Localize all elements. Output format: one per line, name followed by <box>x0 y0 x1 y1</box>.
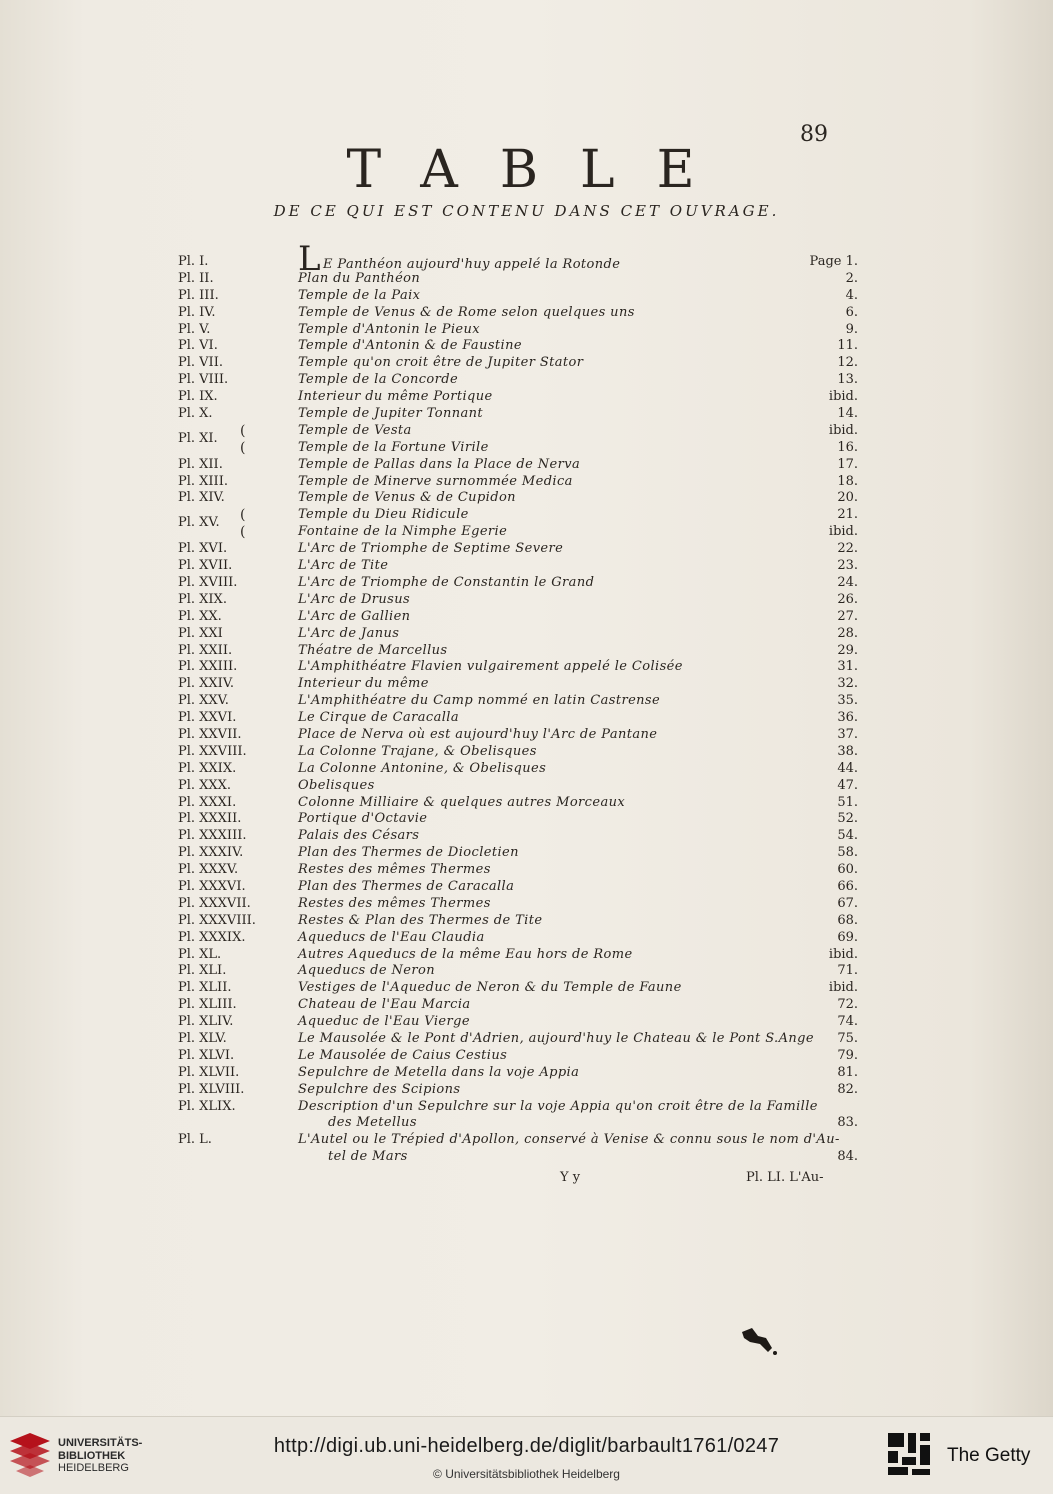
drop-cap: L <box>298 239 321 279</box>
plate-number: Pl. XLIV. <box>178 1014 234 1030</box>
entry-title: Théatre de Marcellus <box>298 642 448 658</box>
toc-row <box>178 828 858 845</box>
plate-number: Pl. XXVII. <box>178 726 242 742</box>
toc-row <box>178 271 858 288</box>
toc-row <box>178 406 858 423</box>
toc-row <box>178 322 858 339</box>
page-ref: 66. <box>837 878 858 894</box>
page-ref: 84. <box>837 1149 858 1165</box>
toc-row <box>178 930 858 947</box>
toc-row <box>178 338 858 355</box>
getty-name: The Getty <box>947 1445 1031 1466</box>
plate-number: Pl. VIII. <box>178 372 229 388</box>
toc-row <box>178 1065 858 1082</box>
page-ref: 52. <box>837 811 858 827</box>
toc-row <box>178 1132 858 1166</box>
entry-title: Plan des Thermes de Caracalla <box>298 878 515 894</box>
entry-text: E Panthéon aujourd'huy appelé la Rotonde <box>322 257 621 272</box>
entry-title: La Colonne Trajane, & Obelisques <box>298 743 537 759</box>
plate-number: Pl. XLI. <box>178 963 227 979</box>
page-ref: 17. <box>837 456 858 472</box>
plate-number: Pl. XIV. <box>178 490 225 506</box>
toc-row <box>178 778 858 795</box>
university-name-line: UNIVERSITÄTS- <box>58 1437 143 1449</box>
plate-number: Pl. XVIII. <box>178 574 238 590</box>
entry-title: Interieur du même Portique <box>298 389 493 405</box>
entry-title: Le Mausolée de Caius Cestius <box>298 1047 508 1063</box>
toc-row <box>178 963 858 980</box>
toc-row <box>178 896 858 913</box>
plate-number: Pl. XVII. <box>178 558 233 574</box>
entry-title: L'Arc de Tite <box>298 558 389 574</box>
entry-title: Temple de Minerve surnommée Medica <box>298 473 573 489</box>
toc-row <box>178 592 858 609</box>
page-ref: 2. <box>845 270 858 286</box>
entry-title: Description d'un Sepulchre sur la voje Appia qu'on croit être de la Famille <box>298 1098 818 1114</box>
entry-title: L'Amphithéatre Flavien vulgairement appelé le Colisée <box>298 659 683 675</box>
brace-mark: ( ( <box>240 422 246 456</box>
toc-row <box>178 1031 858 1048</box>
page-ref: 11. <box>837 338 858 354</box>
permalink-url[interactable]: http://digi.ub.uni-heidelberg.de/diglit/barbault1761/0247 <box>273 1435 780 1457</box>
plate-number: Pl. XLVI. <box>178 1047 235 1063</box>
entry-title: Palais des Césars <box>298 828 420 844</box>
page-ref: 35. <box>837 693 858 709</box>
page-ref: 26. <box>837 591 858 607</box>
plate-number: Pl. XXIV. <box>178 676 235 692</box>
plate-number: Pl. XLV. <box>178 1031 227 1046</box>
entry-title: La Colonne Antonine, & Obelisques <box>298 760 547 776</box>
entry-title: Chateau de l'Eau Marcia <box>298 997 471 1013</box>
plate-number: Pl. XXXI. <box>178 794 237 810</box>
plate-number: Pl. VI. <box>178 338 218 354</box>
signature-mark: Y y <box>560 1170 581 1185</box>
plate-number: Pl. XXXVIII. <box>178 912 256 928</box>
page-ref: Page 1. <box>809 254 858 269</box>
plate-number: Pl. IV. <box>178 304 216 320</box>
page-ref: 67. <box>837 895 858 911</box>
page-ref: 72. <box>837 997 858 1013</box>
toc-row <box>178 1099 858 1133</box>
entry-title: Aqueduc de l'Eau Vierge <box>298 1014 470 1030</box>
entry-title: Temple de la Fortune Virile <box>298 439 489 455</box>
viewer-footer <box>0 1416 1053 1494</box>
getty-logo-icon[interactable] <box>886 1431 932 1477</box>
entry-continuation: des Metellus <box>328 1115 417 1131</box>
toc-row <box>178 288 858 305</box>
plate-number: Pl. IX. <box>178 389 218 405</box>
entry-title: Temple de Venus & de Cupidon <box>298 490 516 506</box>
page-ref: 36. <box>837 710 858 726</box>
entry-title: L'Arc de Triomphe de Constantin le Grand <box>298 574 595 590</box>
toc-row <box>178 1048 858 1065</box>
plate-number: Pl. VII. <box>178 355 223 371</box>
page-ref: 13. <box>837 372 858 388</box>
plate-number: Pl. XXXVI. <box>178 878 246 894</box>
plate-number: Pl. XI. <box>178 430 218 446</box>
page-ref: 58. <box>837 845 858 861</box>
entry-continuation: tel de Mars <box>328 1149 408 1165</box>
entry-title: Vestiges de l'Aqueduc de Neron & du Temple de Faune <box>298 980 682 996</box>
plate-number: Pl. XXI <box>178 625 223 641</box>
entry-title: Temple du Dieu Ridicule <box>298 507 469 523</box>
toc-row <box>178 305 858 322</box>
page-ref: 51. <box>837 794 858 810</box>
entry-title: Restes & Plan des Thermes de Tite <box>298 912 543 928</box>
entry-title: Obelisques <box>298 777 375 793</box>
toc-row <box>178 795 858 812</box>
toc-list <box>178 541 858 1098</box>
page-ref: 29. <box>837 642 858 658</box>
page-ref: 54. <box>837 828 858 844</box>
page-number: 89 <box>800 122 828 147</box>
page-ref: 75. <box>837 1031 858 1046</box>
plate-number: Pl. XLVIII. <box>178 1081 245 1097</box>
page-ref: 16. <box>837 439 858 455</box>
page-ref: 4. <box>845 287 858 303</box>
entry-title: Temple de la Concorde <box>298 372 459 388</box>
page-ref: 68. <box>837 912 858 928</box>
page-ref: 9. <box>845 321 858 337</box>
toc-row <box>178 845 858 862</box>
plate-number: Pl. XIII. <box>178 473 228 489</box>
university-name-line: HEIDELBERG <box>58 1462 129 1474</box>
plate-number: Pl. X. <box>178 406 213 422</box>
toc-row <box>178 997 858 1014</box>
university-name-line: BIBLIOTHEK <box>58 1449 126 1462</box>
toc-row <box>178 1014 858 1031</box>
page-ref: ibid. <box>828 980 858 996</box>
page-ref: 12. <box>837 355 858 371</box>
toc-row <box>178 980 858 997</box>
plate-number: Pl. XLVII. <box>178 1064 240 1080</box>
toc-row <box>178 609 858 626</box>
entry-title: Aqueducs de Neron <box>298 963 435 979</box>
toc-row <box>178 913 858 930</box>
page-ref: 79. <box>837 1047 858 1063</box>
plate-number: Pl. XXXV. <box>178 862 239 878</box>
entry-title: Temple de Venus & de Rome selon quelques uns <box>298 304 635 320</box>
plate-number: Pl. XXVIII. <box>178 743 247 759</box>
toc-row <box>178 1082 858 1099</box>
plate-number: Pl. XXIII. <box>178 659 238 675</box>
page-ref: 31. <box>837 659 858 675</box>
page-ref: 23. <box>837 558 858 574</box>
page-ref: 81. <box>837 1064 858 1080</box>
entry-title: Temple de Vesta <box>298 422 412 438</box>
entry-title: Sepulchre des Scipions <box>298 1081 461 1097</box>
plate-number: Pl. XXXIV. <box>178 845 244 861</box>
page-ref: 44. <box>837 760 858 776</box>
page-ref: 60. <box>837 862 858 878</box>
plate-number: Pl. V. <box>178 321 211 337</box>
plate-number: Pl. XXIX. <box>178 760 237 776</box>
plate-number: Pl. III. <box>178 287 219 303</box>
entry-title: Le Mausolée & le Pont d'Adrien, aujourd'huy le Chateau & le Pont S.Ange <box>298 1031 814 1046</box>
toc-row <box>178 693 858 710</box>
page-ref: 37. <box>837 726 858 742</box>
plate-number: Pl. XII. <box>178 456 223 472</box>
entry-title: Interieur du même <box>298 676 429 692</box>
entry-title: L'Amphithéatre du Camp nommé en latin Castrense <box>298 693 661 709</box>
entry-title: L'Arc de Janus <box>298 625 400 641</box>
page-ref: 71. <box>837 963 858 979</box>
entry-title: Plan du Panthéon <box>298 270 421 286</box>
entry-title: Restes des mêmes Thermes <box>298 895 491 911</box>
toc-row <box>178 389 858 406</box>
entry-title: Place de Nerva où est aujourd'huy l'Arc de Pantane <box>298 726 658 742</box>
toc-row <box>178 659 858 676</box>
plate-number: Pl. XXXIII. <box>178 828 247 844</box>
plate-number: Pl. XIX. <box>178 591 227 607</box>
plate-number: Pl. XXXII. <box>178 811 242 827</box>
entry-title: Fontaine de la Nimphe Egerie <box>298 524 508 540</box>
toc-row <box>178 541 858 558</box>
table-of-contents <box>178 239 858 1166</box>
plate-number: Pl. I. <box>178 254 209 269</box>
page-ref: ibid. <box>828 524 858 540</box>
entry-title: Temple de Pallas dans la Place de Nerva <box>298 456 581 472</box>
page-ref: 21. <box>837 507 858 523</box>
page-ref: 38. <box>837 743 858 759</box>
toc-row <box>178 862 858 879</box>
toc-row <box>178 626 858 643</box>
entry-title: L'Arc de Gallien <box>298 608 411 624</box>
toc-row <box>178 744 858 761</box>
page-ref: 18. <box>837 473 858 489</box>
entry-title: Le Cirque de Caracalla <box>298 710 460 726</box>
toc-row <box>178 457 858 474</box>
toc-row <box>178 558 858 575</box>
plate-number: Pl. XLII. <box>178 980 232 996</box>
entry-title: L'Arc de Drusus <box>298 591 411 607</box>
page-ref: 24. <box>837 574 858 590</box>
entry-title: Plan des Thermes de Diocletien <box>298 845 519 861</box>
toc-row <box>178 372 858 389</box>
page-ref: 27. <box>837 608 858 624</box>
toc-group-row <box>178 423 858 457</box>
plate-number: Pl. XXX. <box>178 777 232 793</box>
toc-row <box>178 355 858 372</box>
page-ref: 83. <box>837 1115 858 1131</box>
plate-number: Pl. XLIII. <box>178 997 237 1013</box>
entry-title: Temple d'Antonin le Pieux <box>298 321 481 337</box>
plate-number: Pl. XV. <box>178 515 220 531</box>
toc-row <box>178 474 858 491</box>
toc-row <box>178 676 858 693</box>
plate-number: Pl. XXVI. <box>178 710 237 726</box>
page-ref: 82. <box>837 1081 858 1097</box>
plate-number: Pl. XL. <box>178 946 222 962</box>
entry-title: L'Arc de Triomphe de Septime Severe <box>298 541 564 557</box>
toc-row <box>178 575 858 592</box>
page-ref: 20. <box>837 490 858 506</box>
toc-group-row <box>178 507 858 541</box>
plate-number: Pl. L. <box>178 1132 212 1148</box>
catchword: Pl. LI. L'Au- <box>746 1170 824 1185</box>
copyright-notice: © Universitätsbibliothek Heidelberg <box>433 1467 620 1481</box>
page-ref: 28. <box>837 625 858 641</box>
plate-number: Pl. XXXVII. <box>178 895 251 911</box>
plate-number: Pl. II. <box>178 270 214 286</box>
toc-row <box>178 879 858 896</box>
toc-row <box>178 490 858 507</box>
entry-title: Temple de la Paix <box>298 287 421 303</box>
entry-title: Aqueducs de l'Eau Claudia <box>298 929 485 945</box>
toc-row <box>178 710 858 727</box>
entry-title: Restes des mêmes Thermes <box>298 862 491 878</box>
entry-title: Sepulchre de Metella dans la voje Appia <box>298 1064 580 1080</box>
plate-number: Pl. XX. <box>178 608 222 624</box>
brace-mark: ( ( <box>240 507 246 541</box>
page-ref: ibid. <box>828 946 858 962</box>
page-ref: ibid. <box>828 422 858 438</box>
page-ref: 74. <box>837 1014 858 1030</box>
entry-title: Temple d'Antonin & de Faustine <box>298 338 522 354</box>
page-ref: 69. <box>837 929 858 945</box>
entry-title: L'Autel ou le Trépied d'Apollon, conservé à Venise & connu sous le nom d'Au- <box>298 1132 840 1148</box>
plate-number: Pl. XLIX. <box>178 1098 236 1114</box>
toc-row <box>178 811 858 828</box>
toc-row <box>178 947 858 964</box>
plate-number: Pl. XXII. <box>178 642 233 658</box>
ink-blot <box>738 1326 778 1356</box>
entry-title: Portique d'Octavie <box>298 811 428 827</box>
entry-title: Temple de Jupiter Tonnant <box>298 406 484 422</box>
toc-row <box>178 727 858 744</box>
toc-row <box>178 643 858 660</box>
page-ref: 14. <box>837 406 858 422</box>
page-ref: 47. <box>837 777 858 793</box>
entry-title: Temple qu'on croit être de Jupiter Stator <box>298 355 584 371</box>
page-subtitle: DE CE QUI EST CONTENU DANS CET OUVRAGE. <box>273 202 780 220</box>
plate-number: Pl. XXXIX. <box>178 929 246 945</box>
page-ref: 6. <box>845 304 858 320</box>
page-ref: 32. <box>837 676 858 692</box>
page-ref: 22. <box>837 541 858 557</box>
page-ref: ibid. <box>828 389 858 405</box>
entry-title: Colonne Milliaire & quelques autres Morceaux <box>298 794 626 810</box>
toc-row <box>178 761 858 778</box>
entry-title: Autres Aqueducs de la même Eau hors de Rome <box>298 946 633 962</box>
plate-number: Pl. XXV. <box>178 693 229 709</box>
page-title: TABLE <box>346 140 737 200</box>
plate-number: Pl. XVI. <box>178 541 228 557</box>
